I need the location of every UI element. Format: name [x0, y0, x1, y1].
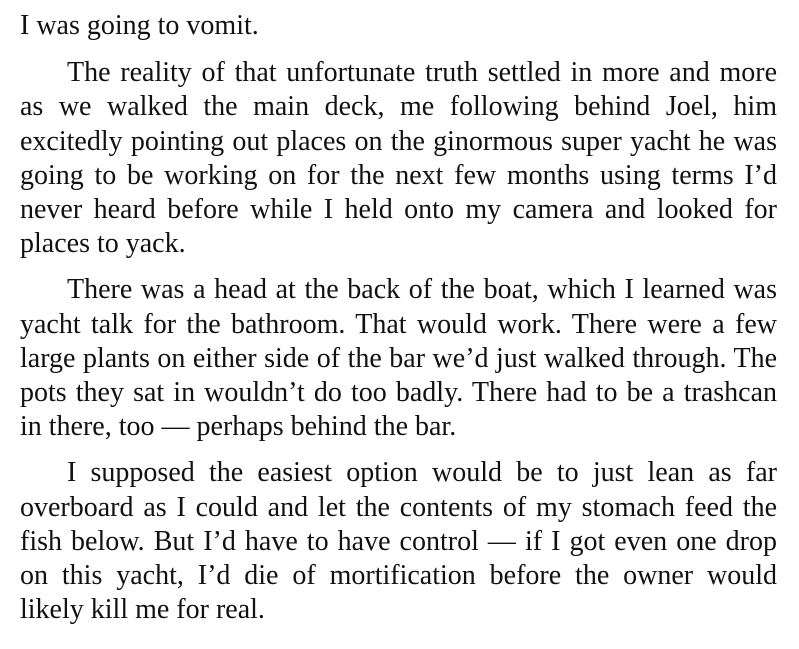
paragraph: The reality of that unfortunate truth settled in more and more as we walked the main deck, me following behind Joel, him excitedly pointing out places on the ginormous super yacht he was going to be working on for the next few months using terms I’d never heard before while I held onto my camera and looked for places to yack. [20, 57, 777, 260]
document-page [20, 9, 777, 627]
paragraph: I supposed the easiest option would be to just lean as far overboard as I could and let the contents of my stomach feed the fish below. But I’d have to have control — if I got even one drop on this yacht, I’d die of mortification before the owner would likely kill me for real. [20, 457, 777, 626]
paragraph: There was a head at the back of the boat, which I learned was yacht talk for the bathroom. That would work. There were a few large plants on either side of the bar we’d just walked through. The pots they sat in wouldn’t do too badly. There had to be a trashcan in there, too — perhaps behind the bar. [20, 274, 777, 443]
paragraph-opening-line: I was going to vomit. [20, 10, 259, 41]
